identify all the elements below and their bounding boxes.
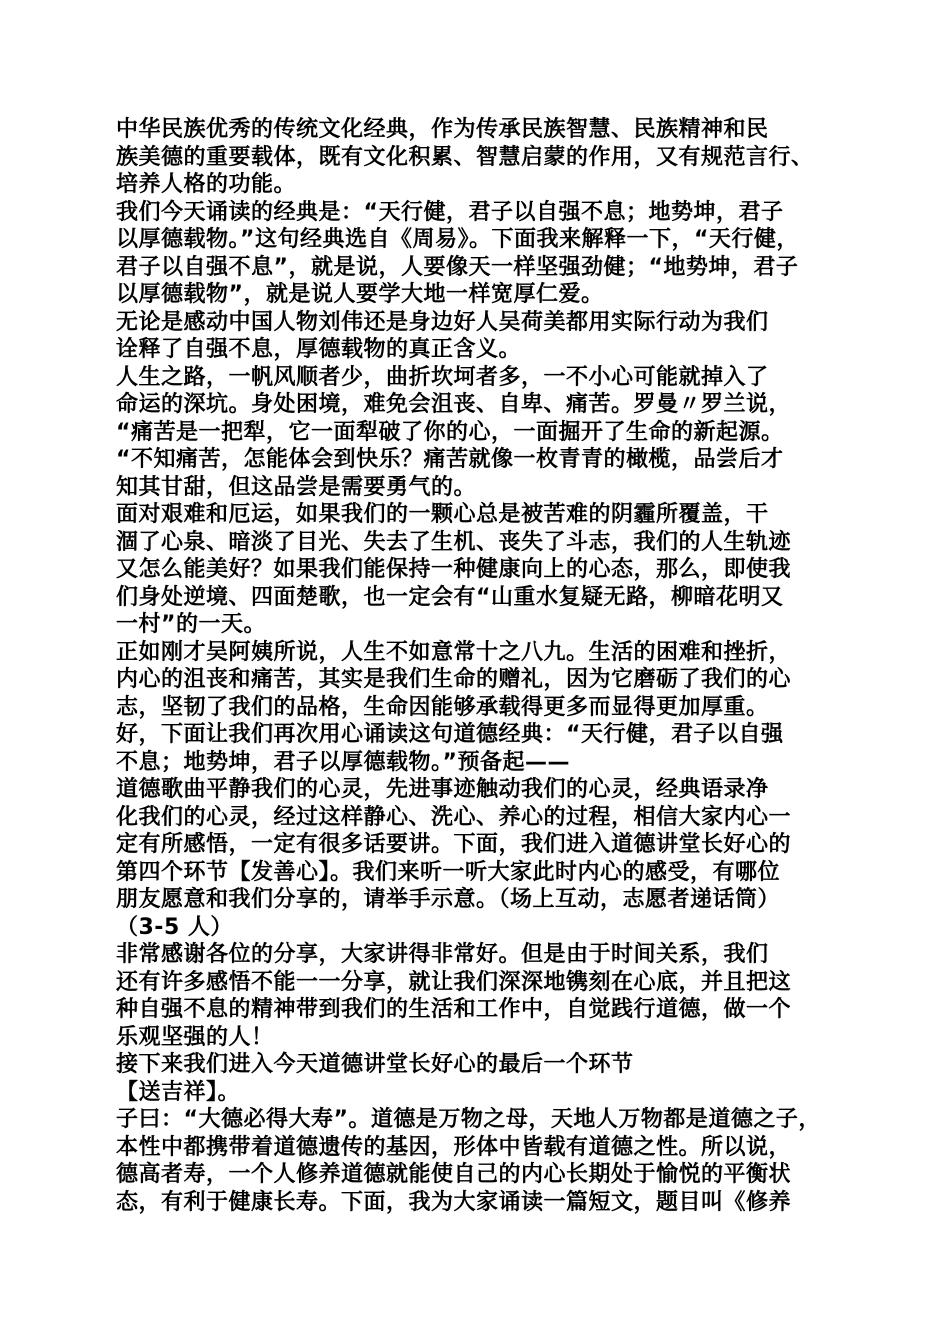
text-line: 第四个环节【发善心】。我们来听一听大家此时内心的感受，有哪位: [116, 859, 781, 885]
text-line: 乐观坚强的人！: [116, 1024, 274, 1050]
text-line: 知其甘甜，但这品尝是需要勇气的。: [116, 474, 477, 500]
text-line: 道德歌曲平静我们的心灵，先进事迹触动我们的心灵，经典语录净: [116, 777, 769, 802]
text-line: 化我们的心灵，经过这样静心、洗心、养心的过程，相信大家内心一: [116, 804, 792, 830]
text-line: 志，坚韧了我们的品格，生命因能够承载得更多而显得更加厚重。: [116, 694, 769, 720]
text-line: 命运的深坑。身处困境，难免会沮丧、自卑、痛苦。罗曼〃罗兰说，: [116, 392, 792, 417]
text-line: 还有许多感悟不能一一分享，就让我们深深地镌刻在心底，并且把这: [116, 969, 792, 995]
text-line: 好，下面让我们再次用心诵读这句道德经典：“天行健，君子以自强: [116, 722, 784, 747]
text-line: 君子以自强不息”，就是说，人要像天一样坚强劲健；“地势坤，君子: [116, 254, 799, 280]
text-line: 接下来我们进入今天道德讲堂长好心的最后一个环节: [116, 1052, 634, 1077]
text-line: 又怎么能美好？如果我们能保持一种健康向上的心态，那么，即使我: [116, 557, 792, 582]
text-line: 诠释了自强不息，厚德载物的真正含义。: [116, 337, 522, 362]
document-page: [116, 116, 844, 1216]
text-line: 种自强不息的精神带到我们的生活和工作中，自觉践行道德，做一个: [116, 997, 792, 1022]
text-line: 内心的沮丧和痛苦，其实是我们生命的赠礼，因为它磨砺了我们的心: [116, 667, 792, 692]
text-line: 本性中都携带着道德遗传的基因，形体中皆载有道德之性。所以说，: [116, 1134, 792, 1160]
text-line: “不知痛苦，怎能体会到快乐？痛苦就像一枚青青的橄榄，品尝后才: [116, 447, 784, 472]
text-line: 人生之路，一帆风顺者少，曲折坎坷者多，一不小心可能就掉入了: [116, 364, 769, 390]
text-line: 一村”的一天。: [116, 612, 266, 637]
text-line: 不息；地势坤，君子以厚德载物。”预备起——: [116, 749, 570, 775]
text-line: 以厚德载物”，就是说人要学大地一样宽厚仁爱。: [116, 282, 604, 307]
text-line: 无论是感动中国人物刘伟还是身边好人吴荷美都用实际行动为我们: [116, 309, 769, 335]
text-line: 态，有利于健康长寿。下面，我为大家诵读一篇短文，题目叫《修养: [116, 1189, 792, 1215]
text-line: 培养人格的功能。: [116, 172, 297, 197]
text-line: 面对艰难和厄运，如果我们的一颗心总是被苦难的阴霾所覆盖，干: [116, 502, 769, 527]
text-line: 德高者寿，一个人修养道德就能使自己的内心长期处于愉悦的平衡状: [116, 1162, 792, 1187]
text-line: 【送吉祥】。: [116, 1079, 241, 1105]
text-line: 非常感谢各位的分享，大家讲得非常好。但是由于时间关系，我们: [116, 942, 769, 967]
text-line: 们身处逆境、四面楚歌，也一定会有“山重水复疑无路，柳暗花明又: [116, 584, 784, 610]
text-line: 定有所感悟，一定有很多话要讲。下面，我们进入道德讲堂长好心的: [116, 832, 792, 857]
text-line: 我们今天诵读的经典是：“天行健，君子以自强不息；地势坤，君子: [116, 199, 784, 225]
text-line: 涸了心泉、暗淡了目光、失去了生机、丧失了斗志，我们的人生轨迹: [116, 529, 792, 555]
text-line: （3-5 人）: [116, 914, 233, 940]
text-line: 以厚德载物。”这句经典选自《周易》。下面我来解释一下，“天行健，: [116, 227, 799, 252]
text-line: 子曰：“大德必得大寿”。道德是万物之母，天地人万物都是道德之子，: [116, 1107, 821, 1132]
text-line: 中华民族优秀的传统文化经典，作为传承民族智慧、民族精神和民: [116, 117, 769, 142]
text-line: 族美德的重要载体，既有文化积累、智慧启蒙的作用，又有规范言行、: [116, 144, 814, 170]
text-line: “痛苦是一把犁，它一面犁破了你的心，一面掘开了生命的新起源。: [116, 419, 784, 445]
text-line: 正如刚才吴阿姨所说，人生不如意常十之八九。生活的困难和挫折，: [116, 639, 792, 665]
text-line: 朋友愿意和我们分享的，请举手示意。（场上互动，志愿者递话筒）: [116, 887, 781, 912]
